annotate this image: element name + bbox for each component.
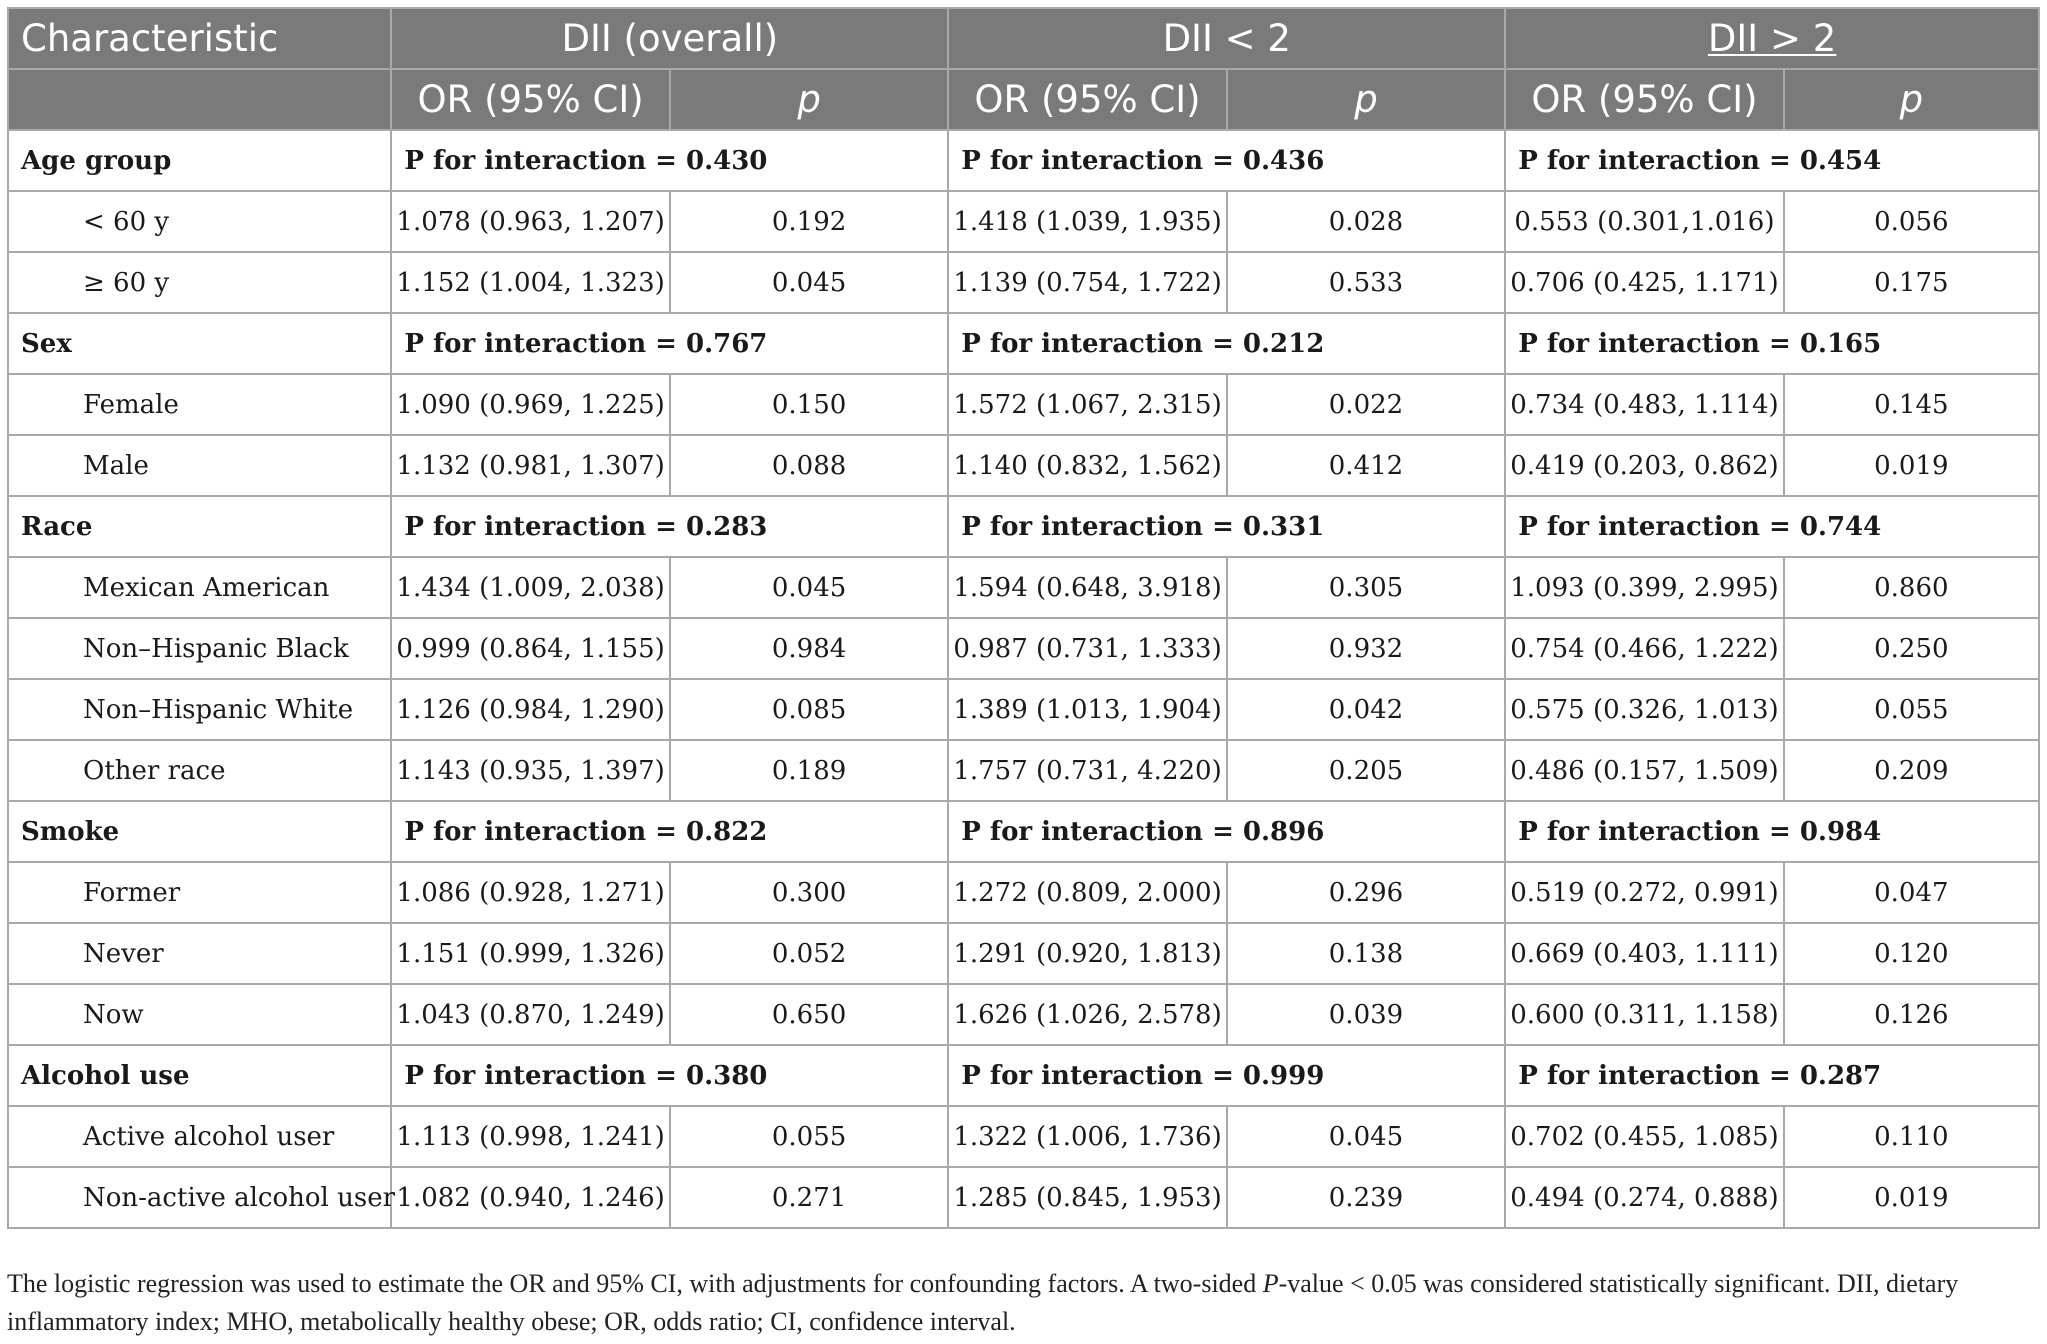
header-p-value: p [670,69,948,130]
header-dii-overall: DII (overall) [391,8,948,69]
row-label: Never [8,923,391,984]
table-row [8,1106,2039,1167]
header-dii-at-least-2-text: DII > 2 [1707,17,1837,60]
subgroup-analysis-table [7,7,2040,1229]
p-value-cell: 0.209 [1784,740,2039,801]
interaction-p-value: P for interaction = 0.984 [1505,801,2039,862]
or-ci-cell: 1.093 (0.399, 2.995) [1505,557,1783,618]
p-value-cell: 0.110 [1784,1106,2039,1167]
header-or-ci: OR (95% CI) [948,69,1226,130]
p-value-cell: 0.533 [1227,252,1505,313]
or-ci-cell: 1.434 (1.009, 2.038) [391,557,669,618]
p-value-cell: 0.028 [1227,191,1505,252]
footnote-p-italic: P [1262,1269,1279,1298]
p-value-cell: 0.088 [670,435,948,496]
p-value-cell: 0.042 [1227,679,1505,740]
p-value-cell: 0.300 [670,862,948,923]
or-ci-cell: 1.078 (0.963, 1.207) [391,191,669,252]
group-name: Sex [8,313,391,374]
p-value-cell: 0.045 [1227,1106,1505,1167]
interaction-p-value: P for interaction = 0.212 [948,313,1505,374]
group-name: Age group [8,130,391,191]
row-label: Active alcohol user [8,1106,391,1167]
or-ci-cell: 1.086 (0.928, 1.271) [391,862,669,923]
footnote-text-end: -value < 0.05 was considered statistically significant. DII, dietary inflammatory index; MHO, metabolically healthy obese; OR, odds ratio; CI, confidence interval. [7,1269,1959,1336]
or-ci-cell: 0.734 (0.483, 1.114) [1505,374,1783,435]
table-row [8,679,2039,740]
interaction-p-value: P for interaction = 0.744 [1505,496,2039,557]
table-header [8,8,2039,130]
table-row [8,374,2039,435]
table-row [8,618,2039,679]
or-ci-cell: 1.626 (1.026, 2.578) [948,984,1226,1045]
or-ci-cell: 1.143 (0.935, 1.397) [391,740,669,801]
interaction-p-value: P for interaction = 0.283 [391,496,948,557]
or-ci-cell: 1.291 (0.920, 1.813) [948,923,1226,984]
header-empty-cell [8,69,391,130]
or-ci-cell: 1.322 (1.006, 1.736) [948,1106,1226,1167]
p-value-cell: 0.860 [1784,557,2039,618]
or-ci-cell: 0.706 (0.425, 1.171) [1505,252,1783,313]
or-ci-cell: 0.553 (0.301,1.016) [1505,191,1783,252]
header-p-value: p [1784,69,2039,130]
interaction-p-value: P for interaction = 0.287 [1505,1045,2039,1106]
or-ci-cell: 1.272 (0.809, 2.000) [948,862,1226,923]
header-row-columns [8,69,2039,130]
table-row [8,1167,2039,1228]
header-dii-at-least-2 [1505,8,2039,69]
table-row [8,191,2039,252]
or-ci-cell: 1.389 (1.013, 1.904) [948,679,1226,740]
interaction-p-value: P for interaction = 0.165 [1505,313,2039,374]
or-ci-cell: 0.702 (0.455, 1.085) [1505,1106,1783,1167]
table-row [8,557,2039,618]
row-label: Female [8,374,391,435]
or-ci-cell: 0.987 (0.731, 1.333) [948,618,1226,679]
or-ci-cell: 1.594 (0.648, 3.918) [948,557,1226,618]
p-value-cell: 0.052 [670,923,948,984]
group-row [8,313,2039,374]
p-value-cell: 0.045 [670,252,948,313]
p-value-cell: 0.271 [670,1167,948,1228]
row-label: Non–Hispanic White [8,679,391,740]
table-row [8,862,2039,923]
p-value-cell: 0.412 [1227,435,1505,496]
p-value-cell: 0.189 [670,740,948,801]
row-label: Non-active alcohol user [8,1167,391,1228]
p-value-cell: 0.126 [1784,984,2039,1045]
group-row [8,496,2039,557]
table-row [8,252,2039,313]
p-value-cell: 0.019 [1784,1167,2039,1228]
interaction-p-value: P for interaction = 0.430 [391,130,948,191]
p-value-cell: 0.250 [1784,618,2039,679]
p-value-cell: 0.650 [670,984,948,1045]
or-ci-cell: 0.494 (0.274, 0.888) [1505,1167,1783,1228]
p-value-cell: 0.192 [670,191,948,252]
or-ci-cell: 0.419 (0.203, 0.862) [1505,435,1783,496]
table-row [8,984,2039,1045]
or-ci-cell: 1.285 (0.845, 1.953) [948,1167,1226,1228]
header-p-value: p [1227,69,1505,130]
row-label: Other race [8,740,391,801]
group-row [8,1045,2039,1106]
interaction-p-value: P for interaction = 0.896 [948,801,1505,862]
or-ci-cell: 1.140 (0.832, 1.562) [948,435,1226,496]
table-footnote [7,1265,2040,1341]
interaction-p-value: P for interaction = 0.767 [391,313,948,374]
row-label: < 60 y [8,191,391,252]
row-label: ≥ 60 y [8,252,391,313]
or-ci-cell: 1.090 (0.969, 1.225) [391,374,669,435]
table-row [8,435,2039,496]
interaction-p-value: P for interaction = 0.999 [948,1045,1505,1106]
group-name: Race [8,496,391,557]
header-characteristic: Characteristic [8,8,391,69]
interaction-p-value: P for interaction = 0.822 [391,801,948,862]
row-label: Non–Hispanic Black [8,618,391,679]
group-row [8,801,2039,862]
p-value-cell: 0.045 [670,557,948,618]
or-ci-cell: 0.669 (0.403, 1.111) [1505,923,1783,984]
p-value-cell: 0.056 [1784,191,2039,252]
row-label: Male [8,435,391,496]
or-ci-cell: 1.151 (0.999, 1.326) [391,923,669,984]
or-ci-cell: 1.082 (0.940, 1.246) [391,1167,669,1228]
interaction-p-value: P for interaction = 0.454 [1505,130,2039,191]
or-ci-cell: 1.572 (1.067, 2.315) [948,374,1226,435]
table-row [8,740,2039,801]
or-ci-cell: 0.575 (0.326, 1.013) [1505,679,1783,740]
header-row-groups [8,8,2039,69]
interaction-p-value: P for interaction = 0.380 [391,1045,948,1106]
p-value-cell: 0.022 [1227,374,1505,435]
row-label: Former [8,862,391,923]
p-value-cell: 0.175 [1784,252,2039,313]
table-row [8,923,2039,984]
p-value-cell: 0.019 [1784,435,2039,496]
or-ci-cell: 1.113 (0.998, 1.241) [391,1106,669,1167]
p-value-cell: 0.039 [1227,984,1505,1045]
p-value-cell: 0.305 [1227,557,1505,618]
row-label: Mexican American [8,557,391,618]
or-ci-cell: 1.418 (1.039, 1.935) [948,191,1226,252]
interaction-p-value: P for interaction = 0.436 [948,130,1505,191]
group-name: Smoke [8,801,391,862]
p-value-cell: 0.055 [670,1106,948,1167]
header-or-ci: OR (95% CI) [1505,69,1783,130]
p-value-cell: 0.984 [670,618,948,679]
or-ci-cell: 0.600 (0.311, 1.158) [1505,984,1783,1045]
group-name: Alcohol use [8,1045,391,1106]
or-ci-cell: 1.757 (0.731, 4.220) [948,740,1226,801]
or-ci-cell: 0.519 (0.272, 0.991) [1505,862,1783,923]
p-value-cell: 0.120 [1784,923,2039,984]
header-dii-below-2: DII < 2 [948,8,1505,69]
table-body [8,130,2039,1228]
or-ci-cell: 0.754 (0.466, 1.222) [1505,618,1783,679]
group-row [8,130,2039,191]
p-value-cell: 0.085 [670,679,948,740]
row-label: Now [8,984,391,1045]
or-ci-cell: 1.126 (0.984, 1.290) [391,679,669,740]
p-value-cell: 0.296 [1227,862,1505,923]
p-value-cell: 0.932 [1227,618,1505,679]
or-ci-cell: 1.132 (0.981, 1.307) [391,435,669,496]
interaction-p-value: P for interaction = 0.331 [948,496,1505,557]
or-ci-cell: 1.152 (1.004, 1.323) [391,252,669,313]
or-ci-cell: 0.486 (0.157, 1.509) [1505,740,1783,801]
p-value-cell: 0.150 [670,374,948,435]
p-value-cell: 0.047 [1784,862,2039,923]
header-or-ci: OR (95% CI) [391,69,669,130]
footnote-text-start: The logistic regression was used to estimate the OR and 95% CI, with adjustments for confounding factors. A two-sided [7,1269,1263,1298]
results-table-container [7,7,2040,1229]
or-ci-cell: 0.999 (0.864, 1.155) [391,618,669,679]
p-value-cell: 0.239 [1227,1167,1505,1228]
p-value-cell: 0.055 [1784,679,2039,740]
or-ci-cell: 1.139 (0.754, 1.722) [948,252,1226,313]
p-value-cell: 0.138 [1227,923,1505,984]
p-value-cell: 0.145 [1784,374,2039,435]
p-value-cell: 0.205 [1227,740,1505,801]
or-ci-cell: 1.043 (0.870, 1.249) [391,984,669,1045]
